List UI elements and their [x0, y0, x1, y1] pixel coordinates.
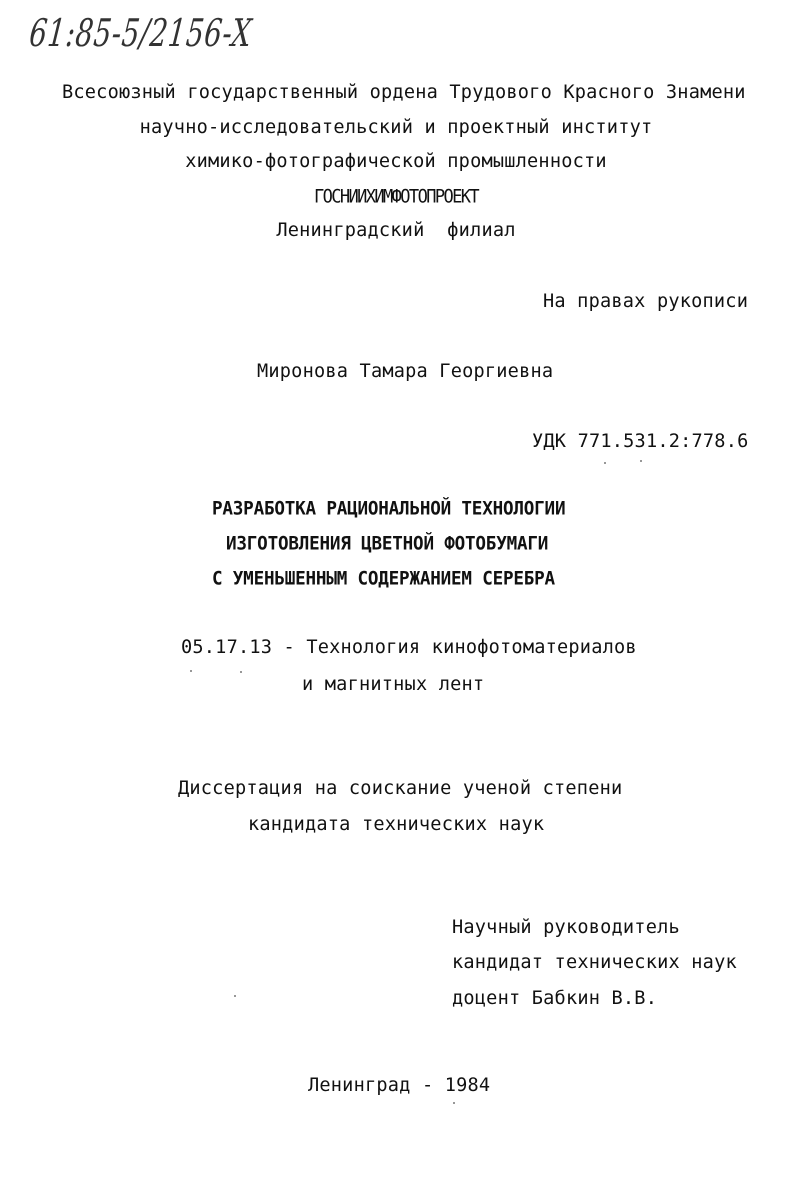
scan-speck: [640, 460, 642, 462]
degree-line-2: кандидата технических наук: [248, 814, 545, 835]
institution-branch: Ленинградский филиал: [276, 220, 516, 241]
degree-line-1: Диссертация на соискание ученой степени: [178, 778, 623, 799]
thesis-title-line-3: С УМЕНЬШЕННЫМ СОДЕРЖАНИЕМ СЕРЕБРА: [212, 568, 555, 590]
scan-speck: [240, 671, 242, 673]
institution-abbreviation: ГОСНИИХИМФОТОПРОЕКТ: [313, 186, 479, 208]
manuscript-rights-note: На правах рукописи: [543, 291, 749, 312]
specialty-line-2: и магнитных лент: [302, 674, 485, 695]
place-and-year: Ленинград - 1984: [308, 1075, 491, 1096]
scan-speck: [453, 1102, 455, 1104]
specialty-line-1: 05.17.13 - Технология кинофотоматериалов: [181, 637, 637, 658]
supervisor-line-2: кандидат технических наук: [452, 952, 737, 973]
institution-line-2: научно-исследовательский и проектный институт: [139, 117, 653, 138]
udc-code: УДК 771.531.2:778.6: [532, 431, 749, 452]
thesis-title-line-2: ИЗГОТОВЛЕНИЯ ЦВЕТНОЙ ФОТОБУМАГИ: [226, 533, 549, 555]
scan-speck: [234, 995, 236, 997]
scan-speck: [190, 670, 192, 672]
scan-speck: [604, 462, 606, 464]
institution-line-1: Всесоюзный государственный ордена Трудового Красного Знамени: [62, 82, 746, 103]
supervisor-line-1: Научный руководитель: [452, 917, 680, 938]
author-name: Миронова Тамара Георгиевна: [257, 361, 554, 382]
institution-line-3: химико-фотографической промышленности: [185, 151, 607, 172]
handwritten-catalog-number: 61:85-5/2156-X: [27, 11, 255, 55]
supervisor-line-3: доцент Бабкин В.В.: [452, 988, 658, 1009]
thesis-title-line-1: РАЗРАБОТКА РАЦИОНАЛЬНОЙ ТЕХНОЛОГИИ: [212, 498, 566, 520]
